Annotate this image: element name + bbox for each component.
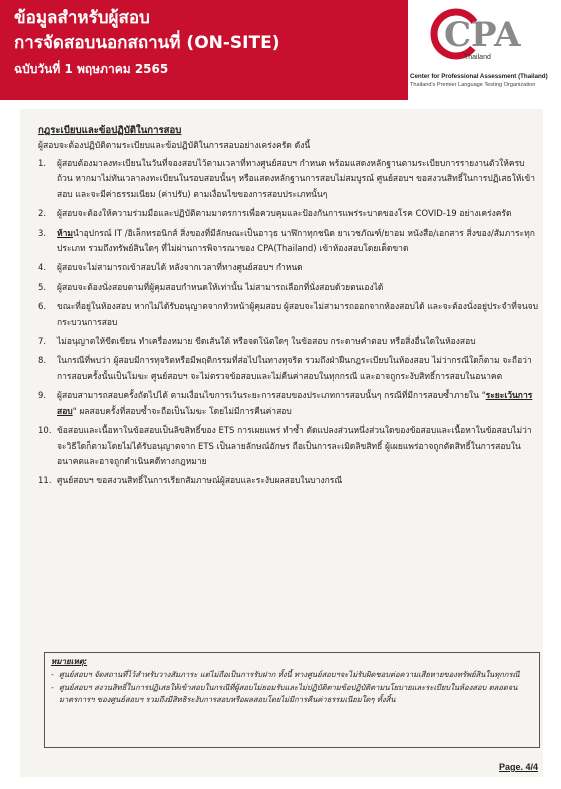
rule-item bbox=[38, 227, 538, 258]
title-line-1: ข้อมูลสำหรับผู้สอบ bbox=[14, 8, 150, 28]
rules-intro: ผู้สอบจะต้องปฏิบัติตามระเบียบและข้อปฏิบัติในการสอบอย่างเคร่งครัด ดังนี้ bbox=[38, 141, 311, 151]
rule-text: " ผลสอบครั้งที่สอบซ้ำจะถือเป็นโมฆะ โดยไม่มีการคืนค่าสอบ bbox=[72, 406, 292, 417]
rule-number: 10. bbox=[38, 426, 52, 437]
rule-item bbox=[38, 281, 538, 296]
page-number: Page. 4/4 bbox=[499, 762, 539, 772]
page-header bbox=[0, 0, 561, 100]
logo-country: Thailand bbox=[464, 54, 491, 61]
title-line-2: การจัดสอบนอกสถานที่ (ON-SITE) bbox=[14, 33, 280, 53]
cpa-logo bbox=[408, 0, 561, 100]
rule-text: ผู้สอบจะไม่สามารถเข้าสอบได้ หลังจากเวลาที่ทางศูนย์สอบฯ กำหนด bbox=[57, 263, 303, 274]
remarks-list bbox=[51, 669, 533, 707]
rule-number: 5. bbox=[38, 282, 47, 293]
remarks-box bbox=[44, 652, 540, 748]
rule-text: ผู้สอบจะต้องนั่งสอบตามที่ผู้คุมสอบกำหนดให้เท่านั้น ไม่สามารถเลือกที่นั่งสอบด้วยตนเองได้ bbox=[57, 282, 384, 293]
rule-text: ผู้สอบจะต้องให้ความร่วมมือและปฏิบัติตามมาตรการเพื่อควบคุมและป้องกันการแพร่ระบาดของโรค COVID-19 อย่างเคร่งครัด bbox=[57, 209, 512, 220]
rule-number: 7. bbox=[38, 337, 47, 348]
section-title: กฎระเบียบและข้อปฏิบัติในการสอบ bbox=[38, 125, 182, 136]
rules-section bbox=[38, 123, 538, 494]
rule-item bbox=[38, 424, 538, 470]
rule-item bbox=[38, 389, 538, 420]
rule-emphasis: ระยะเว้นการสอบ bbox=[57, 391, 533, 417]
rule-number: 8. bbox=[38, 356, 47, 367]
rule-number: 2. bbox=[38, 209, 47, 220]
org-name: Center for Professional Assessment (Thailand) bbox=[410, 73, 548, 80]
rule-text: ไม่อนุญาตให้ขีดเขียน ทำเครื่องหมาย ขีดเส้นใต้ หรือจดโน้ตใดๆ ในข้อสอบ กระดาษคำตอบ หรือสิ่งอื่นใดในห้องสอบ bbox=[57, 337, 476, 348]
issue-date: ฉบับวันที่ 1 พฤษภาคม 2565 bbox=[14, 62, 169, 76]
org-tagline: Thailand's Premier Language Testing Organization bbox=[410, 82, 536, 88]
rule-text: ผู้สอบต้องมาลงทะเบียนในวันที่จองสอบไว้ตามเวลาที่ทางศูนย์สอบฯ กำหนด พร้อมแสดงหลักฐานตามระเบียบการรายงานตัวให้ครบถ้วน หากมาไม่ทันเวลาลงทะเบียนในรอบสอบนั้นๆ หรือแสดงหลักฐานการสอบไม่สมบูรณ์ ศูนย์สอบฯ ขอสงวนสิทธิ์ในการปฏิเสธให้เข้าสอบ และจะมีค่าธรรมเนียม (ค่าปรับ) ตามเงื่อนไขของการสอบประเภทนั้นๆ bbox=[57, 159, 535, 200]
remark-text: ศูนย์สอบฯ จัดสถานที่ไว้สำหรับวางสัมภาระ แต่ไม่ถือเป็นการรับฝาก ทั้งนี้ ทางศูนย์สอบฯจะไม่รับผิดชอบต่อความเสียหายของทรัพย์สินในทุกกรณี bbox=[59, 670, 520, 679]
rule-text: ในกรณีที่พบว่า ผู้สอบมีการทุจริตหรือมีพฤติกรรมที่ส่อไปในทางทุจริต รวมถึงฝ่าฝืนกฎระเบียบในห้องสอบ ไม่ว่ากรณีใดก็ตาม จะถือว่าการสอบครั้งนั้นเป็นโมฆะ ศูนย์สอบฯ จะไม่ตรวจข้อสอบและไม่คืนค่าสอบในทุกกรณี และอาจถูกระงับสิทธิ์การสอบในอนาคต bbox=[57, 356, 532, 382]
rule-item bbox=[38, 157, 538, 203]
rule-item bbox=[38, 474, 538, 489]
rule-item bbox=[38, 207, 538, 222]
rule-number: 4. bbox=[38, 263, 47, 274]
remark-item: - ศูนย์สอบฯ สงวนสิทธิ์ในการปฏิเสธให้เข้าสอบในกรณีที่ผู้สอบไม่ยอมรับและไม่ปฏิบัติตามข้อปฏิบัติตามนโยบายและระเบียบในห้องสอบ ตลอดจนมาตรการฯ ของศูนย์สอบฯ รวมถึงมีสิทธิระงับการสอบหรือผลสอบโดยไม่มีการคืนค่าธรรมเนียมใดๆ ทั้งสิ้น bbox=[51, 683, 518, 705]
rule-text: ผู้สอบสามารถสอบครั้งถัดไปได้ ตามเงื่อนไขการเว้นระยะการสอบของประเภทการสอบนั้นๆ กรณีที่มีการสอบซ้ำภายใน " bbox=[57, 391, 486, 402]
rule-number: 11. bbox=[38, 476, 52, 487]
rules-list bbox=[38, 157, 538, 490]
remark-text: ศูนย์สอบฯ สงวนสิทธิ์ในการปฏิเสธให้เข้าสอบในกรณีที่ผู้สอบไม่ยอมรับและไม่ปฏิบัติตามข้อปฏิบัติตามนโยบายและระเบียบในห้องสอบ ตลอดจนมาตรการฯ ของศูนย์สอบฯ รวมถึงมีสิทธิระงับการสอบหรือผลสอบโดยไม่มีการคืนค่าธรรมเนียมใดๆ ทั้งสิ้น bbox=[59, 683, 518, 705]
rule-item bbox=[38, 354, 538, 385]
rule-item bbox=[38, 335, 538, 350]
rule-text: ขณะที่อยู่ในห้องสอบ หากไม่ได้รับอนุญาตจากหัวหน้าผู้คุมสอบ ผู้สอบจะไม่สามารถออกจากห้องสอบได้ และจะต้องนั่งอยู่ประจำที่จนจบกระบวนการสอบ bbox=[57, 302, 539, 328]
rule-number: 1. bbox=[38, 159, 47, 169]
rule-text: ข้อสอบและเนื้อหาในข้อสอบเป็นลิขสิทธิ์ของ ETS การเผยแพร่ ทำซ้ำ ดัดแปลงส่วนหนึ่งส่วนใดของข้อสอบและเนื้อหาในข้อสอบไม่ว่าจะวิธีใดก็ตามโดยไม่ได้รับอนุญาตจาก ETS เป็นลายลักษณ์อักษร ถือเป็นการละเมิดลิขสิทธิ์ ผู้เผยแพร่อาจถูกตัดสิทธิ์ในการสอบในอนาคตและอาจถูกดำเนินคดีทางกฎหมาย bbox=[57, 426, 532, 467]
rule-text: ศูนย์สอบฯ ขอสงวนสิทธิ์ในการเรียกสัมภาษณ์ผู้สอบและระงับผลสอบในบางกรณี bbox=[57, 476, 343, 487]
rule-text: นำอุปกรณ์ IT /อิเล็กทรอนิกส์ สิ่งของที่มีลักษณะเป็นอาวุธ นาฬิกาทุกชนิด ยาเวชภัณฑ์/ยาอม หนังสือ/เอกสาร สิ่งของ/สัมภาระทุกประเภท รวมถึงทรัพย์สินใดๆ ที่ไม่ผ่านการพิจารณาของ CPA(Thailand) เข้าห้องสอบโดยเด็ดขาด bbox=[57, 228, 535, 255]
title-band bbox=[0, 0, 408, 100]
rule-item bbox=[38, 300, 538, 331]
rule-number: 9. bbox=[38, 391, 47, 402]
rule-number: 3. bbox=[38, 228, 47, 239]
rule-number: 6. bbox=[38, 302, 47, 313]
rule-item bbox=[38, 261, 538, 276]
remarks-title: หมายเหตุ: bbox=[51, 657, 88, 666]
remark-item: - ศูนย์สอบฯ จัดสถานที่ไว้สำหรับวางสัมภาระ แต่ไม่ถือเป็นการรับฝาก ทั้งนี้ ทางศูนย์สอบฯจะไม่รับผิดชอบต่อความเสียหายของทรัพย์สินในทุกกรณี bbox=[51, 670, 520, 679]
rule-emphasis: ห้าม bbox=[57, 228, 73, 239]
logo-letters: CPA bbox=[444, 15, 521, 55]
